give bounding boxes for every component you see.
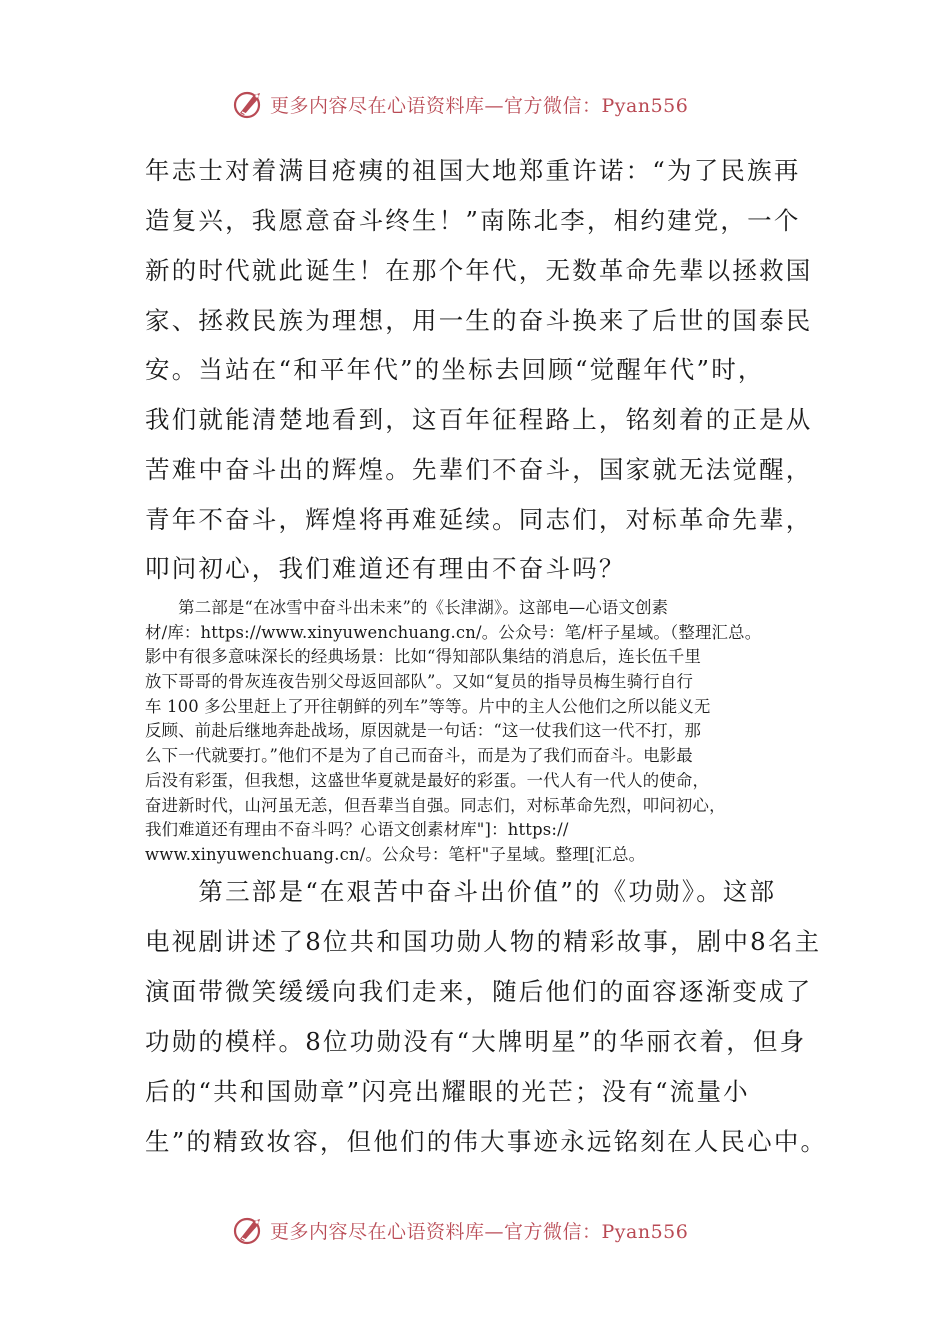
text-line: 新的时代就此诞生！在那个年代，无数革命先辈以拯救国: [145, 256, 813, 285]
text-line: 反顾、前赴后继地奔赴战场，原因就是一句话：“这一仗我们这一代不打，那: [145, 721, 702, 741]
text-line: 影中有很多意味深长的经典场景：比如“得知部队集结的消息后，连长伍千里: [145, 647, 702, 667]
text-line: 我们就能清楚地看到，这百年征程路上，铭刻着的正是从: [145, 405, 813, 434]
text-line: 安。当站在“和平年代”的坐标去回顾“觉醒年代”时，: [145, 355, 765, 384]
text-line: 第三部是“在艰苦中奋斗出价值”的《功勋》。这部: [145, 877, 777, 906]
text-line: 青年不奋斗，辉煌将再难延续。同志们，对标革命先辈，: [145, 505, 813, 534]
text-line: 奋进新时代，山河虽无恙，但吾辈当自强。同志们，对标革命先烈，叩问初心，: [145, 795, 726, 815]
text-line: 年志士对着满目疮痍的祖国大地郑重许诺：“为了民族再: [145, 156, 801, 185]
text-line: 生”的精致妆容，但他们的伟大事迹永远铭刻在人民心中。: [145, 1127, 828, 1156]
text-line: 车 100 多公里赶上了开往朝鲜的列车”等等。片中的主人公他们之所以能义无: [145, 696, 711, 716]
footer-banner: [232, 1212, 752, 1248]
text-line: 造复兴，我愿意奋斗终生！”南陈北李，相约建党，一个: [145, 206, 801, 235]
pen-nib-logo-icon: [232, 87, 266, 121]
text-line: 苦难中奋斗出的辉煌。先辈们不奋斗，国家就无法觉醒，: [145, 455, 813, 484]
text-line: 么下一代就要打。”他们不是为了自己而奋斗，而是为了我们而奋斗。电影最: [145, 746, 693, 766]
header-banner: [232, 86, 752, 122]
banner-text: 更多内容尽在心语资料库—官方微信：Pyan556: [270, 1220, 689, 1243]
text-line: 后的“共和国勋章”闪亮出耀眼的光芒；没有“流量小: [145, 1077, 750, 1106]
text-line: www.xinyuwenchuang.cn/。公众号：笔杆"子星域。整理[汇总。: [145, 844, 646, 864]
text-line: 电视剧讲述了8位共和国功勋人物的精彩故事，剧中8名主: [145, 927, 822, 956]
text-line: 叩问初心，我们难道还有理由不奋斗吗？: [145, 554, 626, 583]
text-line: 家、拯救民族为理想，用一生的奋斗换来了后世的国泰民: [145, 306, 813, 335]
text-line: 演面带微笑缓缓向我们走来，随后他们的面容逐渐变成了: [145, 977, 813, 1006]
text-line: 材/库：https://www.xinyuwenchuang.cn/。公众号：笔/杆子星域。（整理汇总。: [145, 622, 762, 642]
small-paragraph: [145, 596, 815, 868]
text-line: 我们难道还有理由不奋斗吗？心语文创素材库"]：https://: [145, 820, 569, 840]
text-line: 后没有彩蛋，但我想，这盛世华夏就是最好的彩蛋。一代人有一代人的使命，: [145, 770, 710, 790]
banner-text: 更多内容尽在心语资料库—官方微信：Pyan556: [270, 94, 689, 117]
text-line: 放下哥哥的骨灰连夜告别父母返回部队”。又如“复员的指导员梅生骑行自行: [145, 672, 694, 692]
text-line: 第二部是“在冰雪中奋斗出未来”的《长津湖》。这部电—心语文创素: [145, 598, 669, 617]
text-line: 功勋的模样。8位功勋没有“大牌明星”的华丽衣着，但身: [145, 1027, 807, 1056]
pen-nib-logo-icon: [232, 1213, 266, 1247]
